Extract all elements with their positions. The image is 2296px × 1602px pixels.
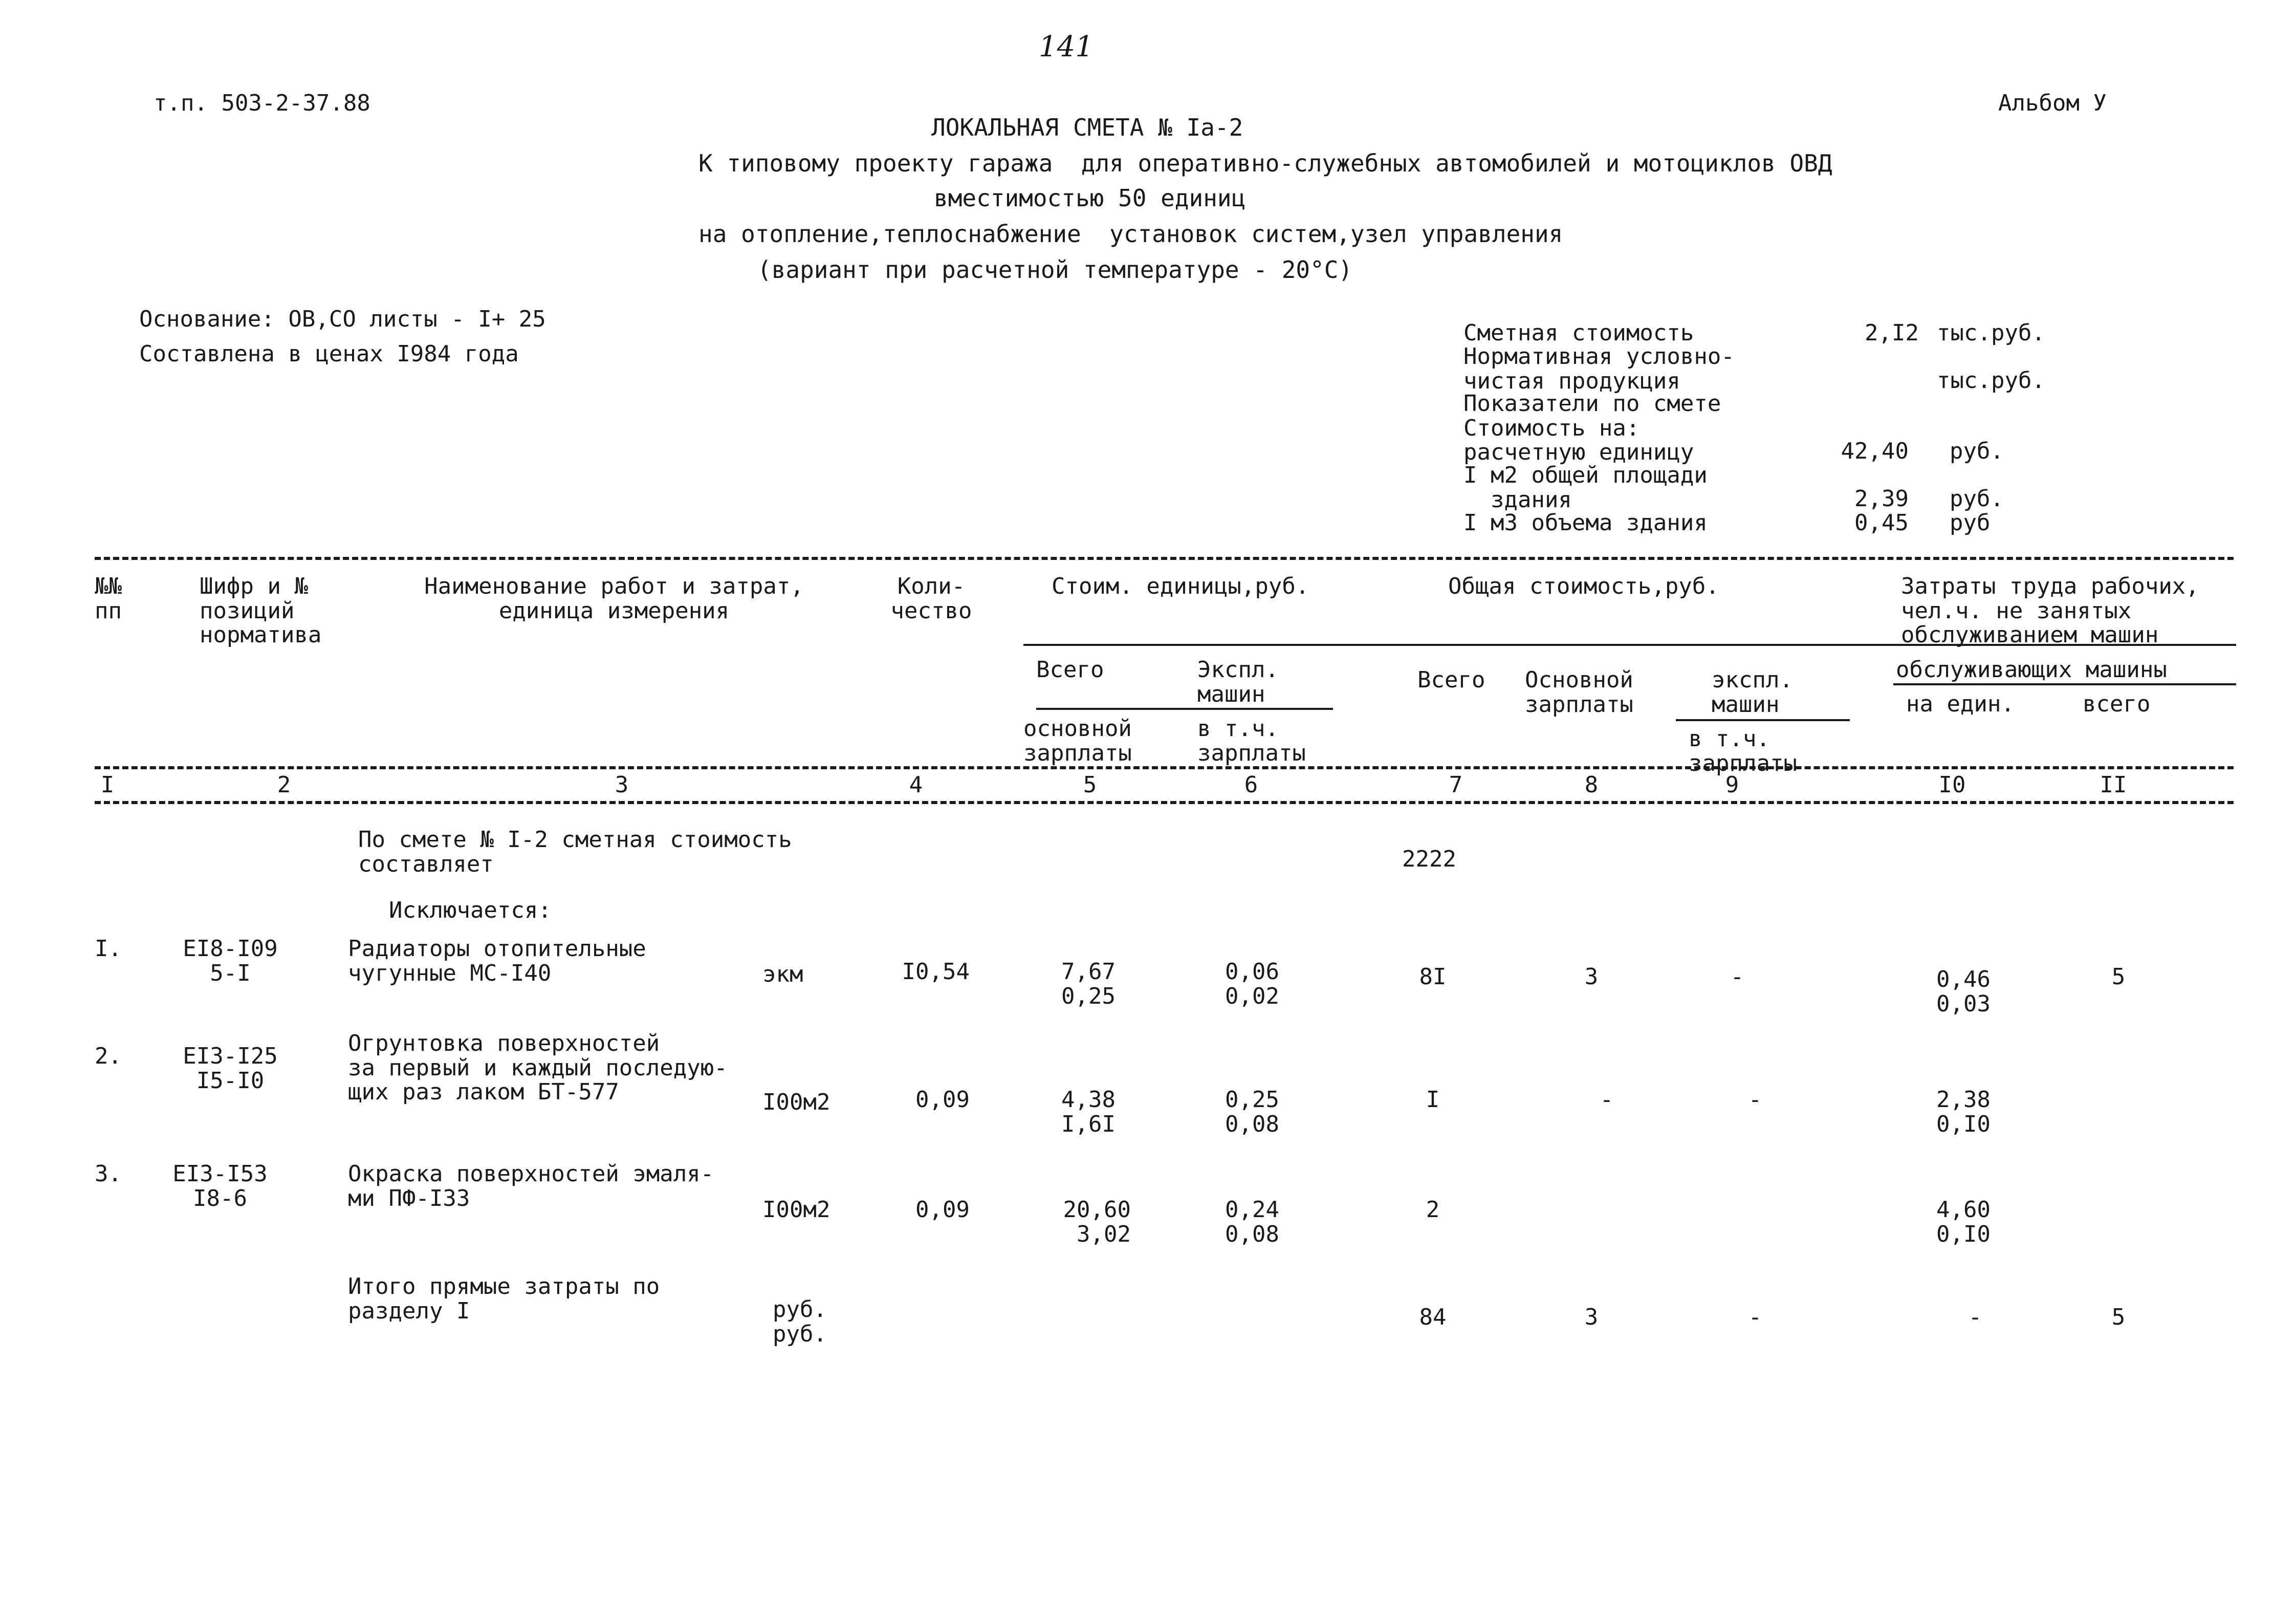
indicator-label: Нормативная условно- чистая продукция xyxy=(1463,343,1735,394)
row-labor-per-unit: 2,38 0,I0 xyxy=(1936,1087,1991,1137)
per-unit-unit: руб. xyxy=(1950,438,2004,464)
column-number: 3 xyxy=(615,772,629,798)
header-labor-subrule xyxy=(1893,683,2236,685)
intro-value: 2222 xyxy=(1402,846,1456,872)
row-base-salary: 3 xyxy=(1584,964,1599,990)
indicator-label: I м2 общей площади здания xyxy=(1463,462,1708,513)
row-quantity: 0,09 xyxy=(915,1197,970,1223)
header-group-rule xyxy=(1023,644,2236,646)
header-col-5-top: Всего xyxy=(1036,657,1104,683)
row-labor-per-unit: 0,46 0,03 xyxy=(1936,966,1991,1017)
header-col-9-top: экспл. машин xyxy=(1712,667,1793,718)
column-number: 2 xyxy=(277,772,291,798)
total-labor-per-unit: - xyxy=(1968,1304,1982,1330)
estimate-cost-unit: тыс.руб. xyxy=(1937,320,2045,346)
row-base-salary: - xyxy=(1600,1087,1614,1113)
row-name: Окраска поверхностей эмаля- ми ПФ-I33 xyxy=(348,1161,714,1211)
column-number: 5 xyxy=(1083,772,1097,798)
column-number: I xyxy=(100,772,115,798)
header-bottom-rule xyxy=(95,766,2234,769)
prices-year-line: Составлена в ценах I984 года xyxy=(139,341,519,367)
row-name: Радиаторы отопительные чугунные МС-I40 xyxy=(348,936,646,986)
column-number: 8 xyxy=(1584,772,1599,798)
column-numbers-rule xyxy=(95,801,2234,804)
header-col-9-rule xyxy=(1676,719,1850,721)
table-top-rule xyxy=(95,557,2234,560)
row-number: 2. xyxy=(95,1043,122,1069)
row-unit-cost-machines: 0,06 0,02 xyxy=(1225,959,1279,1009)
total-label: Итого прямые затраты по разделу I xyxy=(348,1273,660,1324)
title-variant-line: (вариант при расчетной температуре - 20°С) xyxy=(757,256,1353,284)
header-col-6-top: Экспл. машин xyxy=(1197,657,1279,707)
row-quantity: 0,09 xyxy=(915,1087,970,1113)
header-total-cost-group: Общая стоимость,руб. xyxy=(1448,573,1719,599)
header-col-4: Коли- чество xyxy=(890,573,972,624)
row-machines-cost: - xyxy=(1730,964,1744,990)
row-total-cost: 8I xyxy=(1419,964,1447,990)
estimate-title: ЛОКАЛЬНАЯ СМЕТА № Iа-2 xyxy=(931,114,1243,141)
row-total-cost: I xyxy=(1426,1087,1440,1113)
row-total-cost: 2 xyxy=(1426,1197,1440,1223)
page-number: 141 xyxy=(1039,30,1094,63)
indicator-label: Сметная стоимость xyxy=(1463,320,1694,346)
total-base-salary: 3 xyxy=(1584,1304,1599,1330)
header-unit-cost-group: Стоим. единицы,руб. xyxy=(1052,573,1309,599)
row-code: ЕI3-I25 I5-I0 xyxy=(183,1043,278,1094)
header-col-8: Основной зарплаты xyxy=(1525,667,1633,718)
title-capacity-line: вместимостью 50 единиц xyxy=(934,184,1246,212)
row-unit: I00м2 xyxy=(762,1089,830,1115)
row-unit-cost-machines: 0,25 0,08 xyxy=(1225,1087,1279,1137)
row-unit-cost-total: 4,38 I,6I xyxy=(1061,1087,1116,1137)
total-labor-total: 5 xyxy=(2111,1304,2126,1330)
document-code: т.п. 503-2-37.88 xyxy=(154,90,370,116)
title-project-line: К типовому проекту гаража для оперативно-служебных автомобилей и мотоциклов ОВД xyxy=(698,149,1832,177)
per-m2-unit: руб. xyxy=(1950,486,2004,512)
column-number: 6 xyxy=(1244,772,1258,798)
net-product-unit: тыс.руб. xyxy=(1937,367,2045,394)
per-unit-value: 42,40 xyxy=(1841,438,1909,464)
per-m2-value: 2,39 xyxy=(1854,486,1909,512)
header-col-6-bottom: в т.ч. зарплаты xyxy=(1197,716,1306,766)
row-machines-cost: - xyxy=(1748,1087,1762,1113)
column-number: 4 xyxy=(909,772,923,798)
row-name: Огрунтовка поверхностей за первый и каждый последую- щих раз лаком БТ-577 xyxy=(348,1030,728,1106)
row-number: 3. xyxy=(95,1161,122,1187)
header-col-5-6-rule xyxy=(1036,708,1333,710)
row-unit: I00м2 xyxy=(762,1197,830,1223)
indicator-label: Показатели по смете Стоимость на: расчетную единицу xyxy=(1463,391,1721,466)
column-number: 9 xyxy=(1725,772,1739,798)
header-col-3: Наименование работ и затрат, единица измерения xyxy=(424,573,804,624)
row-unit: экм xyxy=(762,961,803,987)
row-code: ЕI8-I09 5-I xyxy=(183,936,278,986)
column-number: I0 xyxy=(1938,772,1966,798)
basis-line: Основание: ОВ,СО листы - I+ 25 xyxy=(139,306,546,332)
total-cost: 84 xyxy=(1419,1304,1447,1330)
column-number: II xyxy=(2100,772,2127,798)
estimate-cost-value: 2,I2 xyxy=(1865,320,1919,346)
header-col-10: на един. xyxy=(1906,691,2015,717)
row-code: ЕI3-I53 I8-6 xyxy=(172,1161,268,1211)
header-col-2: Шифр и № позиций норматива xyxy=(200,573,322,648)
excluded-label: Исключается: xyxy=(389,897,552,923)
row-quantity: I0,54 xyxy=(902,959,970,985)
indicator-label: I м3 объема здания xyxy=(1463,510,1708,536)
header-col-5-bottom: основной зарплаты xyxy=(1023,716,1132,766)
album-label: Альбом У xyxy=(1998,90,2107,116)
intro-text: По смете № I-2 сметная стоимость составляет xyxy=(358,827,792,877)
row-unit-cost-total: 20,60 3,02 xyxy=(1063,1197,1131,1247)
header-col-11: всего xyxy=(2083,691,2151,717)
row-labor-per-unit: 4,60 0,I0 xyxy=(1936,1197,1991,1247)
per-m3-unit: руб xyxy=(1950,510,1991,536)
per-m3-value: 0,45 xyxy=(1854,510,1909,536)
header-col-9-bottom: в т.ч. зарплаты xyxy=(1689,726,1797,776)
header-col-7: Всего xyxy=(1417,667,1485,693)
total-unit: руб. руб. xyxy=(773,1296,827,1347)
column-number: 7 xyxy=(1449,772,1463,798)
row-unit-cost-machines: 0,24 0,08 xyxy=(1225,1197,1279,1247)
header-labor-subgroup: обслуживающих машины xyxy=(1896,657,2167,683)
total-machines-cost: - xyxy=(1748,1304,1762,1330)
row-number: I. xyxy=(95,936,122,962)
row-unit-cost-total: 7,67 0,25 xyxy=(1061,959,1116,1009)
header-labor-group: Затраты труда рабочих, чел.ч. не занятых обслуживанием машин xyxy=(1901,573,2199,648)
header-col-1: №№ пп xyxy=(95,573,122,624)
row-labor-total: 5 xyxy=(2111,964,2126,990)
title-scope-line: на отопление,теплоснабжение установок систем,узел управления xyxy=(698,220,1563,248)
